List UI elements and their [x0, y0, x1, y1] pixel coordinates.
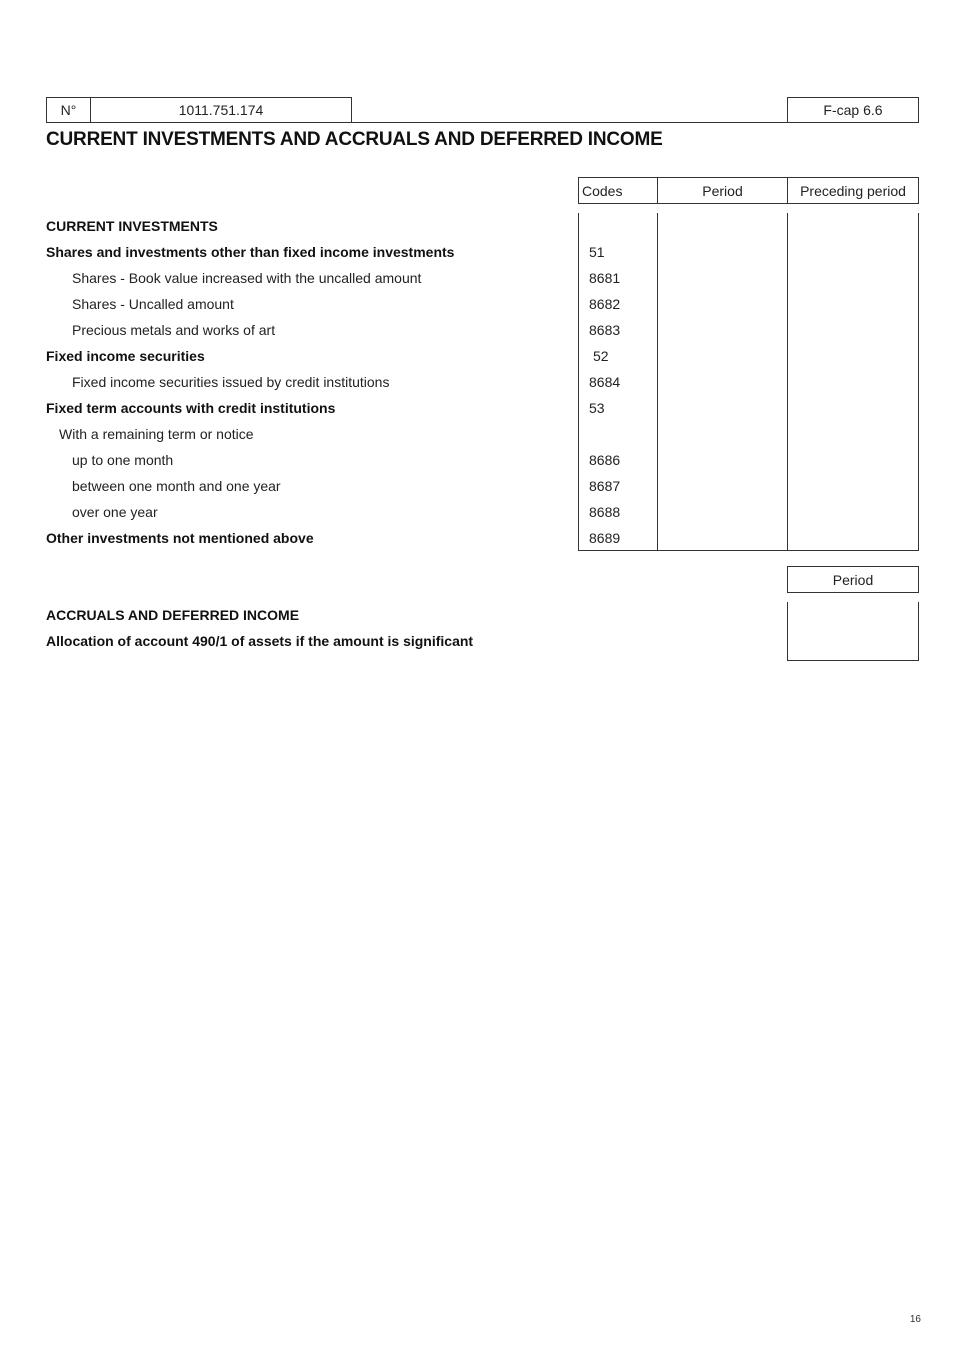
- grid-line-period-left: [657, 213, 658, 551]
- accruals-value-cell[interactable]: [787, 602, 919, 661]
- table-row-code: 8687: [589, 478, 621, 494]
- grid-line-bottom: [578, 550, 919, 551]
- table-row-label: Fixed term accounts with credit institutions: [46, 400, 336, 416]
- table-row-code: 8684: [589, 374, 621, 390]
- table-row-label: up to one month: [72, 452, 174, 468]
- table-row-code: 8686: [589, 452, 621, 468]
- table-row-code: 8681: [589, 270, 621, 286]
- accruals-heading: ACCRUALS AND DEFERRED INCOME: [46, 607, 300, 623]
- header-company-number-box: [90, 97, 352, 123]
- table-row-label: CURRENT INVESTMENTS: [46, 218, 218, 234]
- accruals-col-header-period-label: Period: [832, 572, 874, 588]
- table-row-code: 8689: [589, 530, 621, 546]
- table-row-code: 8688: [589, 504, 621, 520]
- header-number-label: N°: [60, 102, 77, 118]
- header-rule: [351, 122, 788, 123]
- table-row-label: Shares - Uncalled amount: [72, 296, 234, 312]
- page-number: 16: [909, 1314, 921, 1325]
- table-row-code: 52: [593, 348, 609, 364]
- header-form-code: F-cap 6.6: [823, 102, 883, 118]
- col-header-preceding-period-label: Preceding period: [800, 183, 906, 199]
- table-row-label: over one year: [72, 504, 158, 520]
- header-form-code-box: [787, 97, 919, 123]
- col-header-preceding-period: [787, 177, 919, 204]
- col-header-codes-label: Codes: [582, 183, 623, 199]
- grid-line-preceding-left: [787, 213, 788, 551]
- table-row-code: 8683: [589, 322, 621, 338]
- table-row-label: Precious metals and works of art: [72, 322, 276, 338]
- table-row-label: between one month and one year: [72, 478, 281, 494]
- table-row-label: Fixed income securities: [46, 348, 205, 364]
- table-row-label: Shares - Book value increased with the uncalled amount: [72, 270, 422, 286]
- table-row-code: 8682: [589, 296, 621, 312]
- table-row-label: Other investments not mentioned above: [46, 530, 314, 546]
- header-company-number: 1011.751.174: [178, 102, 264, 118]
- col-header-period-label: Period: [702, 183, 743, 199]
- col-header-period: [657, 177, 788, 204]
- page-title: CURRENT INVESTMENTS AND ACCRUALS AND DEFERRED INCOME: [46, 129, 663, 150]
- grid-line-right: [918, 213, 919, 551]
- table-row-label: Fixed income securities issued by credit institutions: [72, 374, 390, 390]
- table-row-code: 53: [589, 400, 605, 416]
- grid-line-codes-left: [578, 213, 579, 551]
- accruals-col-header-period: [787, 566, 919, 593]
- table-row-label: With a remaining term or notice: [59, 426, 254, 442]
- header-number-label-box: [46, 97, 91, 123]
- table-row-label: Shares and investments other than fixed income investments: [46, 244, 455, 260]
- col-header-codes: [578, 177, 658, 204]
- accruals-subheading: Allocation of account 490/1 of assets if the amount is significant: [46, 633, 474, 649]
- table-row-code: 51: [589, 244, 605, 260]
